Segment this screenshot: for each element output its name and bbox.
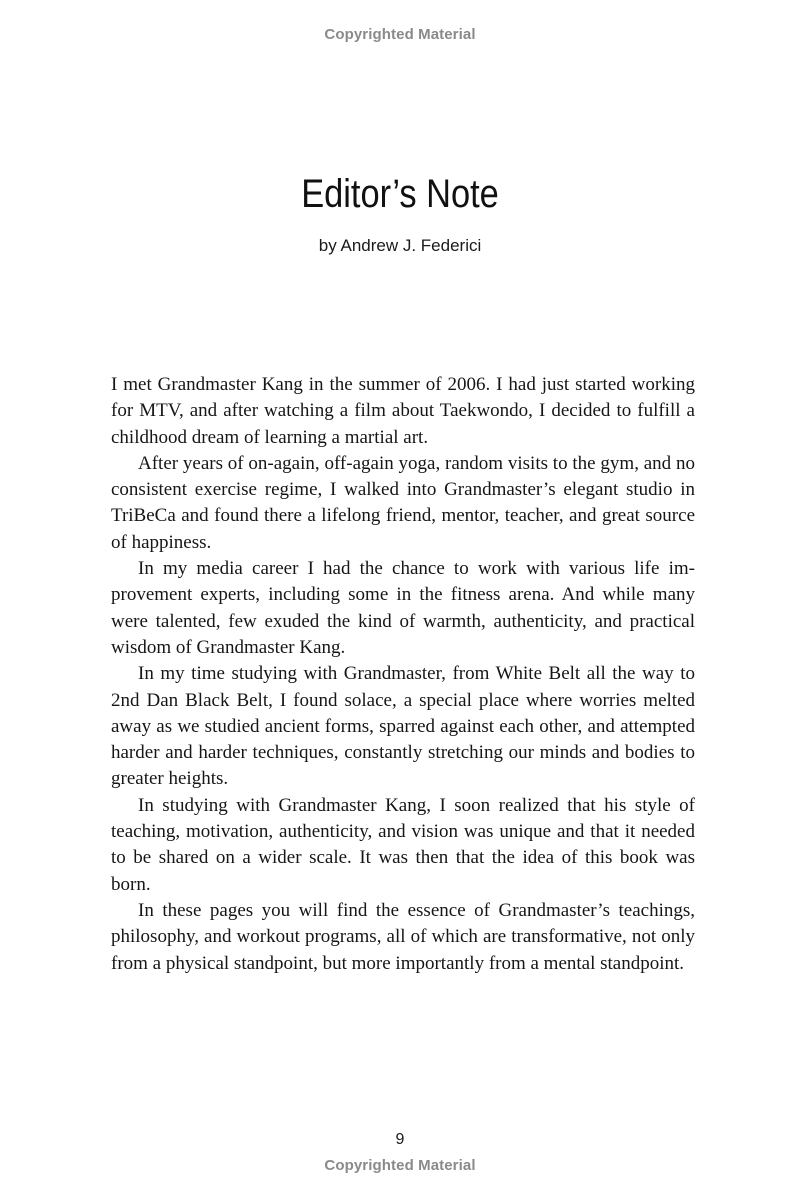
author-byline: by Andrew J. Federici (318, 236, 482, 255)
copyright-watermark-bottom: Copyrighted Material (324, 1157, 476, 1174)
paragraph: In my media career I had the chance to work with various life improvement experts, including some in the fitness arena. And while many were talented, few exuded the kind of warmth, authenticity, and practical wisdom of Grandmaster Kang. (111, 558, 695, 658)
body-text (111, 372, 695, 977)
paragraph: In studying with Grandmaster Kang, I soon realized that his style of teaching, motivation, authenticity, and vision was unique and that it needed to be shared on a wider scale. It was then that the idea of this book was born. (111, 794, 695, 895)
copyright-watermark-top: Copyrighted Material (324, 26, 476, 43)
chapter-title: Editor’s Note (301, 172, 499, 216)
paragraph: After years of on-again, off-again yoga, random visits to the gym, and no consistent exercise regime, I walked into Grandmaster’s elegant studio in TriBeCa and found there a lifelong friend, mentor, teacher, and great source of happiness. (111, 452, 695, 553)
paragraph: I met Grandmaster Kang in the summer of 2006. I had just started working for MTV, and after watching a film about Taekwondo, I decided to fulfill a childhood dream of learning a martial art. (111, 374, 695, 448)
paragraph: In my time studying with Grandmaster, from White Belt all the way to 2nd Dan Black Belt, I found solace, a special place where worries melted away as we studied ancient forms, sparred against each other, and attempted harder and harder techniques, constantly stretching our minds and bodies to greater heights. (111, 663, 695, 790)
page-number: 9 (395, 1131, 405, 1148)
paragraph: In these pages you will find the essence of Grandmaster’s teachings, philosophy, and workout programs, all of which are transformative, not only from a physical standpoint, but more importantly from a mental standpoint. (111, 899, 695, 974)
